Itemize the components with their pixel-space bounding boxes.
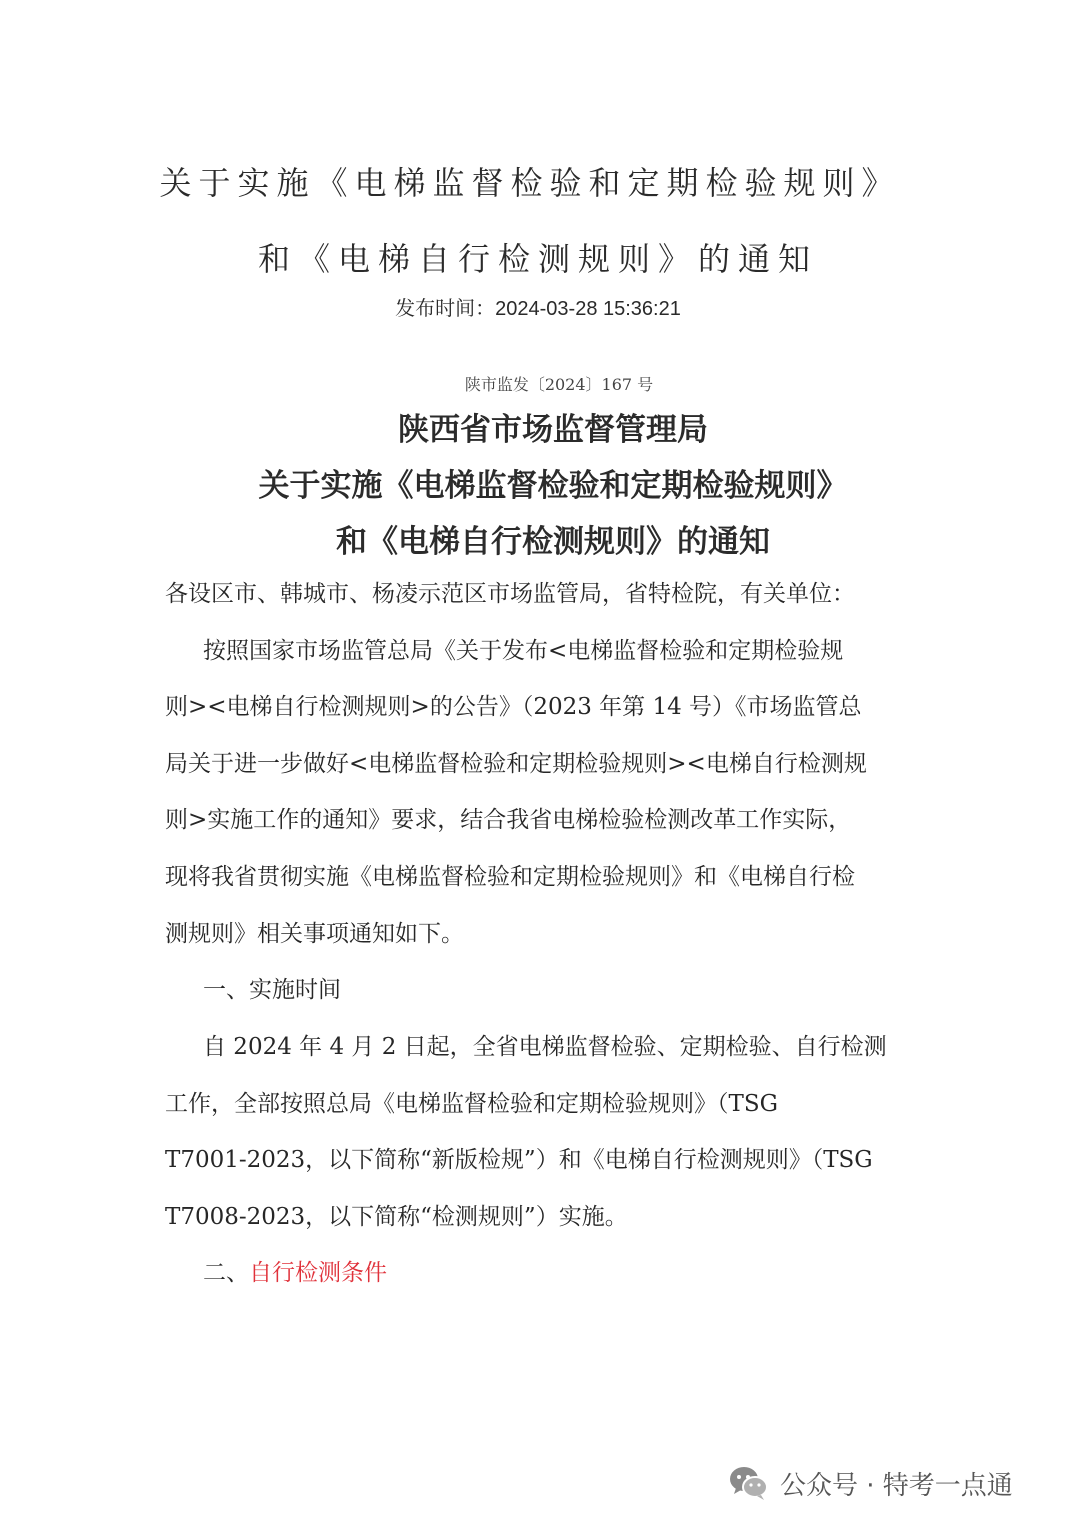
document-heading-line3: 和《电梯自行检测规则》的通知 <box>336 524 770 560</box>
page-title-line2: 和《电梯自行检测规则》的通知 <box>257 240 818 278</box>
section1-line: 自 2024 年 4 月 2 日起，全省电梯监督检验、定期检验、自行检测 <box>203 1034 887 1060</box>
watermark <box>728 1464 1013 1502</box>
intro-line: 则><电梯自行检测规则>的公告》（2023 年第 14 号）《市场监管总 <box>165 694 862 720</box>
wechat-icon <box>728 1464 770 1502</box>
intro-line: 按照国家市场监管总局《关于发布<电梯监督检验和定期检验规 <box>203 638 844 664</box>
addressees: 各设区市、韩城市、杨凌示范区市场监管局，省特检院，有关单位： <box>165 581 855 607</box>
section1-line: T7001-2023，以下简称“新版检规”）和《电梯自行检测规则》（TSG <box>165 1147 873 1173</box>
watermark-text: 公众号 · 特考一点通 <box>780 1470 1013 1501</box>
section1-line: T7008-2023，以下简称“检测规则”）实施。 <box>165 1204 628 1230</box>
section2-heading <box>203 1259 387 1287</box>
intro-line: 则>实施工作的通知》要求，结合我省电梯检验检测改革工作实际， <box>165 807 852 833</box>
section1-title: 一、实施时间 <box>203 977 341 1003</box>
intro-line: 现将我省贯彻实施《电梯监督检验和定期检验规则》和《电梯自行检 <box>165 864 855 890</box>
document-number: 陕市监发〔2024〕167 号 <box>464 375 654 394</box>
section2-title: 自行检测条件 <box>249 1260 387 1286</box>
document-heading-line2: 关于实施《电梯监督检验和定期检验规则》 <box>258 468 848 504</box>
document-issuer: 陕西省市场监督管理局 <box>398 412 708 448</box>
section1-line: 工作，全部按照总局《电梯监督检验和定期检验规则》（TSG <box>165 1091 778 1117</box>
section2-prefix: 二、 <box>203 1260 249 1286</box>
intro-line: 测规则》相关事项通知如下。 <box>165 921 464 947</box>
intro-line: 局关于进一步做好<电梯监督检验和定期检验规则><电梯自行检测规 <box>165 751 867 777</box>
publish-time: 发布时间：2024-03-28 15:36:21 <box>395 298 681 320</box>
page-title-line1: 关于实施《电梯监督检验和定期检验规则》 <box>159 164 901 202</box>
